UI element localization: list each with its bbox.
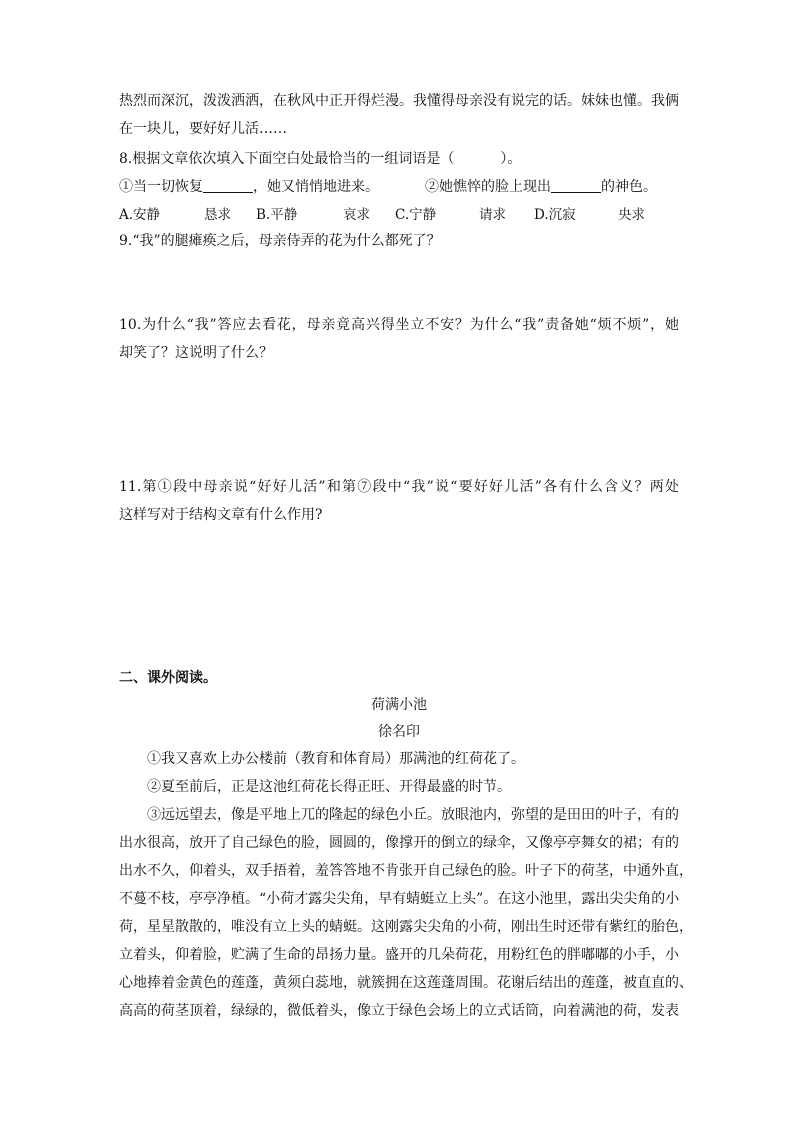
option-d-label[interactable]: D.沉寂 bbox=[534, 207, 576, 223]
section-2-title: 二、课外阅读。 bbox=[119, 670, 217, 686]
question-11-line: 11.第①段中母亲说“好好儿活”和第⑦段中“我”说“要好好儿活”各有什么含义？两处 bbox=[119, 479, 679, 495]
question-10-line: 却笑了？这说明了什么？ bbox=[119, 345, 273, 361]
sentence-1-after: ，她又悄悄地进来。 bbox=[253, 179, 379, 195]
sentence-1-before: ①当一切恢复 bbox=[119, 179, 203, 195]
sentence-2-before: ②她憔悴的脸上现出 bbox=[425, 179, 551, 195]
question-11-line: 这样写对于结构文章有什么作用? bbox=[119, 507, 323, 523]
question-10-line: 10.为什么“我”答应去看花，母亲竟高兴得坐立不安？为什么“我”责备她“烦不烦”，她 bbox=[119, 317, 679, 333]
question-11 bbox=[119, 473, 679, 529]
article-body bbox=[119, 745, 693, 1025]
passage-continuation bbox=[119, 87, 679, 143]
question-8-stem-end: ）。 bbox=[500, 151, 522, 167]
option-b-word: 哀求 bbox=[343, 207, 370, 223]
paragraph-3-line: 不蔓不枝，亭亭净植。“小荷才露尖尖角，早有蜻蜓立上头”。在这小池里，露出尖尖角的小 bbox=[119, 891, 680, 907]
question-8-stem bbox=[119, 145, 679, 173]
fill-blank-2[interactable] bbox=[551, 178, 601, 193]
question-8-options bbox=[119, 201, 679, 229]
question-9 bbox=[119, 227, 679, 255]
question-9-text: 9.“我”的腿瘫痪之后，母亲侍弄的花为什么都死了？ bbox=[119, 233, 441, 249]
text-line: 在一块儿，要好好儿活…… bbox=[119, 121, 287, 137]
option-c-word: 请求 bbox=[479, 207, 506, 223]
option-a-word: 恳求 bbox=[204, 207, 231, 223]
option-c-label[interactable]: C.宁静 bbox=[395, 207, 437, 223]
option-a-label[interactable]: A.安静 bbox=[119, 207, 161, 223]
question-8-sentences bbox=[119, 173, 679, 201]
sentence-2-after: 的神色。 bbox=[601, 179, 657, 195]
paragraph-1: ①我又喜欢上办公楼前（教育和体育局）那满池的红荷花了。 bbox=[147, 751, 525, 767]
paragraph-3-line: 高高的荷茎顶着，绿绿的，微低着头，像立于绿色会场上的立式话筒，向着满池的荷，发表 bbox=[119, 1003, 679, 1019]
question-8 bbox=[119, 145, 679, 229]
paragraph-3-line: 心地捧着金黄色的莲蓬，黄须白蕊地，就簇拥在这莲蓬周围。花谢后结出的莲蓬，被直直的、 bbox=[119, 975, 693, 991]
paragraph-3-line: 出水很高，放开了自己绿色的脸，圆圆的，像撑开的倒立的绿伞，又像亭亭舞女的裙；有的 bbox=[119, 835, 679, 851]
article-title: 荷满小池 bbox=[371, 697, 427, 713]
option-d-word: 央求 bbox=[618, 207, 645, 223]
question-8-stem-text: 8.根据文章依次填入下面空白处最恰当的一组词语是（ bbox=[119, 151, 455, 167]
fill-blank-1[interactable] bbox=[203, 178, 253, 193]
question-10 bbox=[119, 311, 679, 367]
paragraph-3-line: 立着头，仰着脸，贮满了生命的昂扬力量。盛开的几朵荷花，用粉红色的胖嘟嘟的小手，小 bbox=[119, 947, 679, 963]
paragraph-3-line: 出水不久，仰着头，双手捂着，羞答答地不肯张开自己绿色的脸。叶子下的荷茎，中通外直， bbox=[119, 863, 693, 879]
text-line: 热烈而深沉，泼泼洒洒，在秋风中正开得烂漫。我懂得母亲没有说完的话。妹妹也懂。我俩 bbox=[119, 93, 679, 109]
paragraph-2: ②夏至前后，正是这池红荷花长得正旺、开得最盛的时节。 bbox=[147, 779, 511, 795]
option-b-label[interactable]: B.平静 bbox=[256, 207, 298, 223]
paragraph-3-line: 荷，星星散散的，唯没有立上头的蜻蜓。这刚露尖尖角的小荷，刚出生时还带有紫红的胎色， bbox=[119, 919, 693, 935]
paragraph-3-line: ③远远望去，像是平地上兀的隆起的绿色小丘。放眼池内，弥望的是田田的叶子，有的 bbox=[147, 807, 679, 823]
article-author: 徐名印 bbox=[378, 724, 420, 740]
